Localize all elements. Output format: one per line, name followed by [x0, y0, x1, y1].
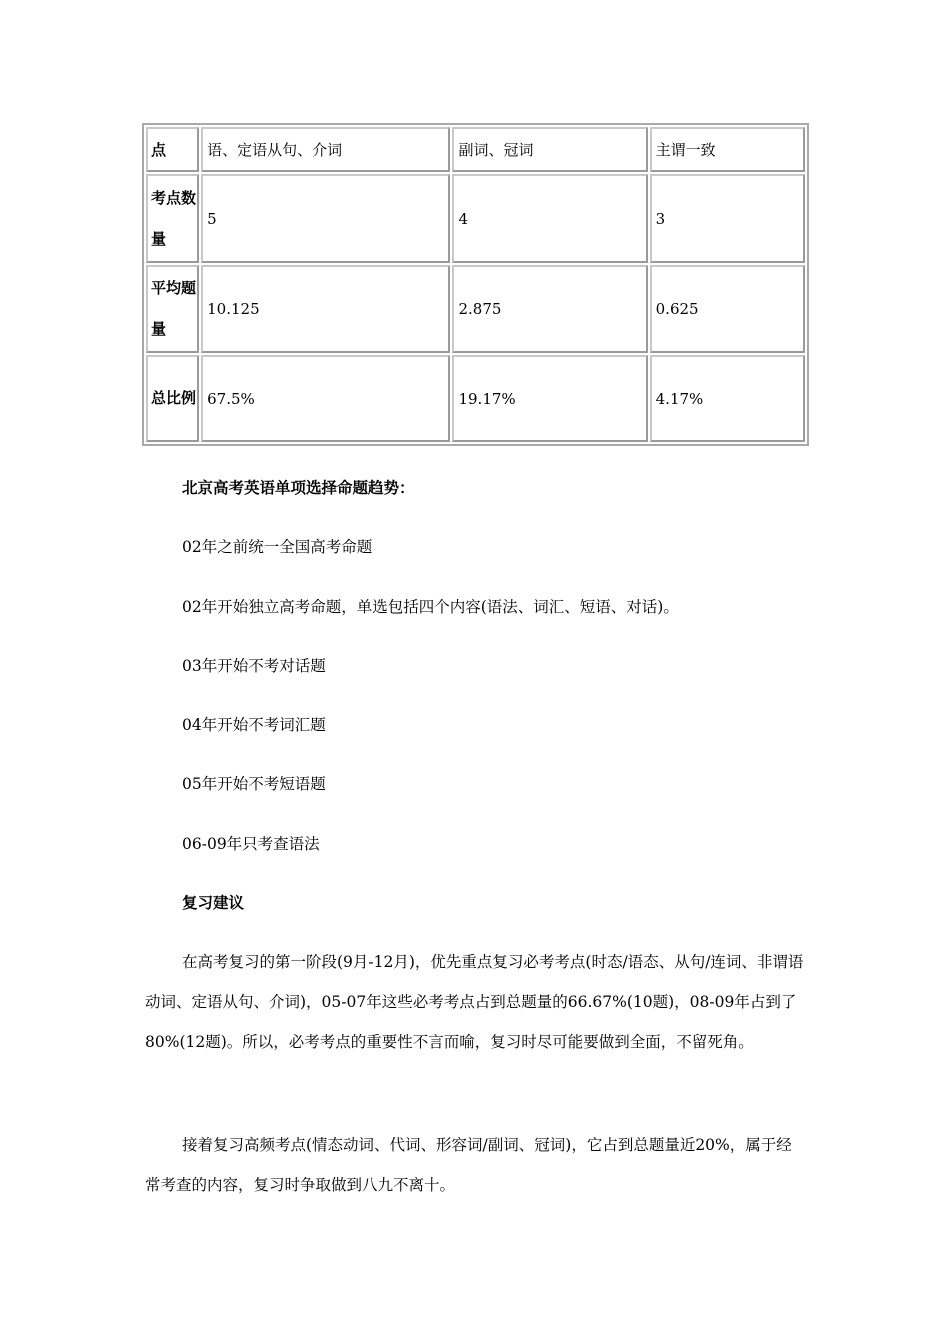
row-header: 总比例: [146, 355, 199, 442]
trend-item: 06-09年只考查语法: [182, 835, 320, 853]
table-row: [146, 127, 805, 172]
table-cell: 主谓一致: [650, 127, 805, 172]
table-cell: 2.875: [452, 265, 647, 353]
table-cell: 副词、冠词: [452, 127, 647, 172]
trend-item: 02年开始独立高考命题，单选包括四个内容(语法、词汇、短语、对话)。: [182, 598, 679, 616]
advice-paragraph: 接着复习高频考点(情态动词、代词、形容词/副词、冠词)，它占到总题量近20%，属于经常考查的内容，复习时争取做到八九不离十。: [145, 1136, 792, 1194]
table-cell: 10.125: [201, 265, 450, 353]
table-cell: 5: [201, 174, 450, 263]
trend-item: 04年开始不考词汇题: [182, 716, 326, 734]
table-row: [146, 174, 805, 263]
trend-item: 03年开始不考对话题: [182, 657, 326, 675]
trend-item: 02年之前统一全国高考命题: [182, 538, 373, 556]
advice-paragraph: 在高考复习的第一阶段(9月-12月)，优先重点复习必考考点(时态/语态、从句/连词、非谓语动词、定语从句、介词)，05-07年这些必考考点占到总题量的66.67%(10题)，08-09年占到了80%(12题)。所以，必考考点的重要性不言而喻，复习时尽可能要做到全面，不留死角。: [145, 953, 804, 1051]
table-cell: 0.625: [650, 265, 805, 353]
table-row: [146, 355, 805, 442]
trend-item: 05年开始不考短语题: [182, 775, 326, 793]
table-cell: 19.17%: [452, 355, 647, 442]
table-cell: 4: [452, 174, 647, 263]
table-row: [146, 265, 805, 353]
row-header: 平均题量: [146, 265, 199, 353]
table-cell: 语、定语从句、介词: [201, 127, 450, 172]
table-cell: 4.17%: [650, 355, 805, 442]
table-cell: 67.5%: [201, 355, 450, 442]
row-header: 点: [146, 127, 199, 172]
trend-heading: 北京高考英语单项选择命题趋势：: [182, 479, 415, 497]
table-cell: 3: [650, 174, 805, 263]
row-header: 考点数量: [146, 174, 199, 263]
advice-heading: 复习建议: [182, 894, 245, 912]
exam-point-table: [142, 123, 809, 446]
